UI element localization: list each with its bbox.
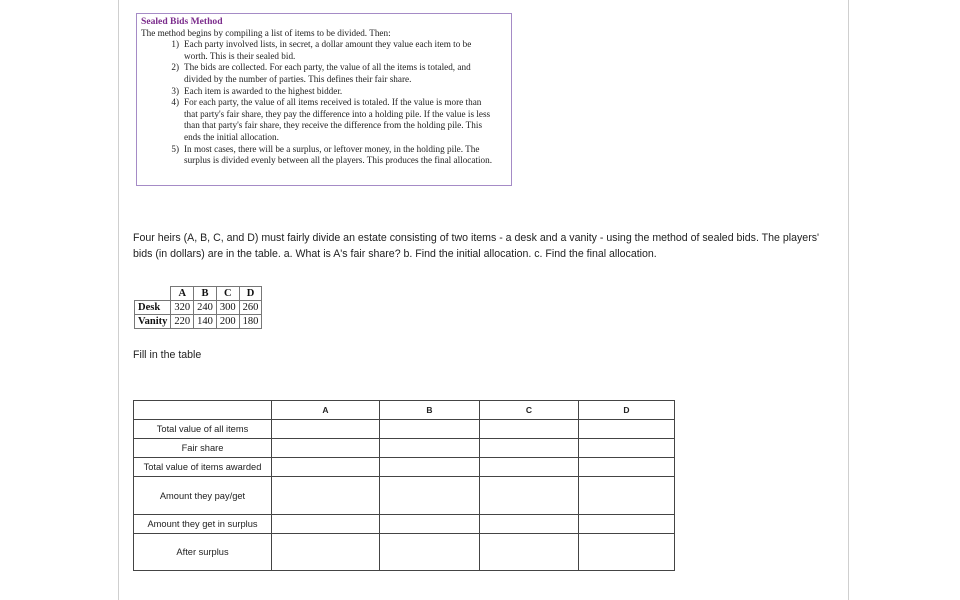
answer-row-fair-share: [134, 439, 675, 458]
answer-input-a[interactable]: [272, 477, 380, 515]
method-step: [141, 144, 507, 167]
bid-cell: 180: [239, 315, 262, 329]
sealed-bids-method-box: [136, 13, 512, 186]
method-step: [141, 97, 507, 143]
bids-row-label: Desk: [135, 301, 171, 315]
answer-input-c[interactable]: [480, 458, 579, 477]
question-text: Four heirs (A, B, C, and D) must fairly divide an estate consisting of two items - a desk and a vanity - using the method of sealed bids. The players' bids (in dollars) are in the table. a. What is A's fair share? b. Find the initial allocation. c. Find the final allocation.: [133, 232, 820, 260]
step-text: The bids are collected. For each party, the value of all the items is totaled, and divided by the number of parties. This defines their fair share.: [184, 62, 471, 84]
answer-input-d[interactable]: [579, 420, 675, 439]
answer-input-b[interactable]: [380, 420, 480, 439]
step-number: 4): [171, 97, 179, 108]
answer-row-pay-get: [134, 477, 675, 515]
answer-input-c[interactable]: [480, 515, 579, 534]
bids-corner-cell: [135, 287, 171, 301]
method-title: Sealed Bids Method: [141, 16, 223, 27]
answer-header-c: C: [480, 401, 579, 420]
answer-row-label: After surplus: [134, 534, 272, 571]
answer-row-label: Total value of items awarded: [134, 458, 272, 477]
answer-row-label: Amount they get in surplus: [134, 515, 272, 534]
answer-input-b[interactable]: [380, 477, 480, 515]
step-number: 5): [171, 143, 179, 154]
bid-cell: 300: [216, 301, 239, 315]
bid-cell: 260: [239, 301, 262, 315]
fill-in-label: Fill in the table: [133, 349, 202, 361]
step-text: In most cases, there will be a surplus, or leftover money, in the holding pile. The surplus is divided evenly between all the players. This produces the final allocation.: [184, 143, 493, 166]
step-text: For each party, the value of all items received is totaled. If the value is more than that party's fair share, they pay the difference into a holding pile. If the value is less than that party's fair share, they receive the difference from the holding pile. This ends the initial allocation.: [184, 97, 491, 142]
method-intro: The method begins by compiling a list of items to be divided. Then:: [141, 27, 391, 38]
answer-row-label: Fair share: [134, 439, 272, 458]
bids-header-b: B: [194, 287, 217, 301]
method-step: [141, 86, 507, 98]
answer-input-a[interactable]: [272, 515, 380, 534]
page-border-right: [848, 0, 849, 600]
answer-row-items-awarded: [134, 458, 675, 477]
step-text: Each party involved lists, in secret, a dollar amount they value each item to be worth. This is their sealed bid.: [184, 39, 472, 61]
bid-cell: 200: [216, 315, 239, 329]
answer-input-c[interactable]: [480, 534, 579, 571]
answer-input-b[interactable]: [380, 458, 480, 477]
answer-input-a[interactable]: [272, 439, 380, 458]
answer-input-b[interactable]: [380, 534, 480, 571]
bids-row-label: Vanity: [135, 315, 171, 329]
answer-header-a: A: [272, 401, 380, 420]
answer-input-c[interactable]: [480, 420, 579, 439]
answer-input-a[interactable]: [272, 420, 380, 439]
bids-header-row: [135, 287, 262, 301]
answer-input-a[interactable]: [272, 458, 380, 477]
answer-table: [133, 400, 675, 571]
answer-row-label: Amount they pay/get: [134, 477, 272, 515]
bids-table: [134, 286, 262, 329]
answer-input-c[interactable]: [480, 439, 579, 458]
bid-cell: 320: [171, 301, 194, 315]
answer-input-d[interactable]: [579, 477, 675, 515]
bids-header-d: D: [239, 287, 262, 301]
answer-row-after-surplus: [134, 534, 675, 571]
answer-header-b: B: [380, 401, 480, 420]
answer-row-total-value: [134, 420, 675, 439]
answer-corner-cell: [134, 401, 272, 420]
answer-row-label: Total value of all items: [134, 420, 272, 439]
answer-input-c[interactable]: [480, 477, 579, 515]
bid-cell: 140: [194, 315, 217, 329]
answer-input-b[interactable]: [380, 515, 480, 534]
answer-input-d[interactable]: [579, 534, 675, 571]
answer-input-b[interactable]: [380, 439, 480, 458]
step-text: Each item is awarded to the highest bidder.: [184, 85, 343, 96]
answer-input-d[interactable]: [579, 515, 675, 534]
bids-row-desk: [135, 301, 262, 315]
bid-cell: 240: [194, 301, 217, 315]
answer-input-d[interactable]: [579, 458, 675, 477]
method-step: [141, 39, 507, 62]
step-number: 1): [171, 39, 179, 50]
step-number: 3): [171, 85, 179, 96]
bids-row-vanity: [135, 315, 262, 329]
bids-header-c: C: [216, 287, 239, 301]
answer-input-d[interactable]: [579, 439, 675, 458]
bids-header-a: A: [171, 287, 194, 301]
step-number: 2): [171, 62, 179, 73]
method-steps-list: [141, 39, 507, 167]
method-step: [141, 62, 507, 85]
answer-input-a[interactable]: [272, 534, 380, 571]
answer-row-surplus: [134, 515, 675, 534]
bid-cell: 220: [171, 315, 194, 329]
page-border-left: [118, 0, 119, 600]
answer-header-d: D: [579, 401, 675, 420]
answer-header-row: [134, 401, 675, 420]
